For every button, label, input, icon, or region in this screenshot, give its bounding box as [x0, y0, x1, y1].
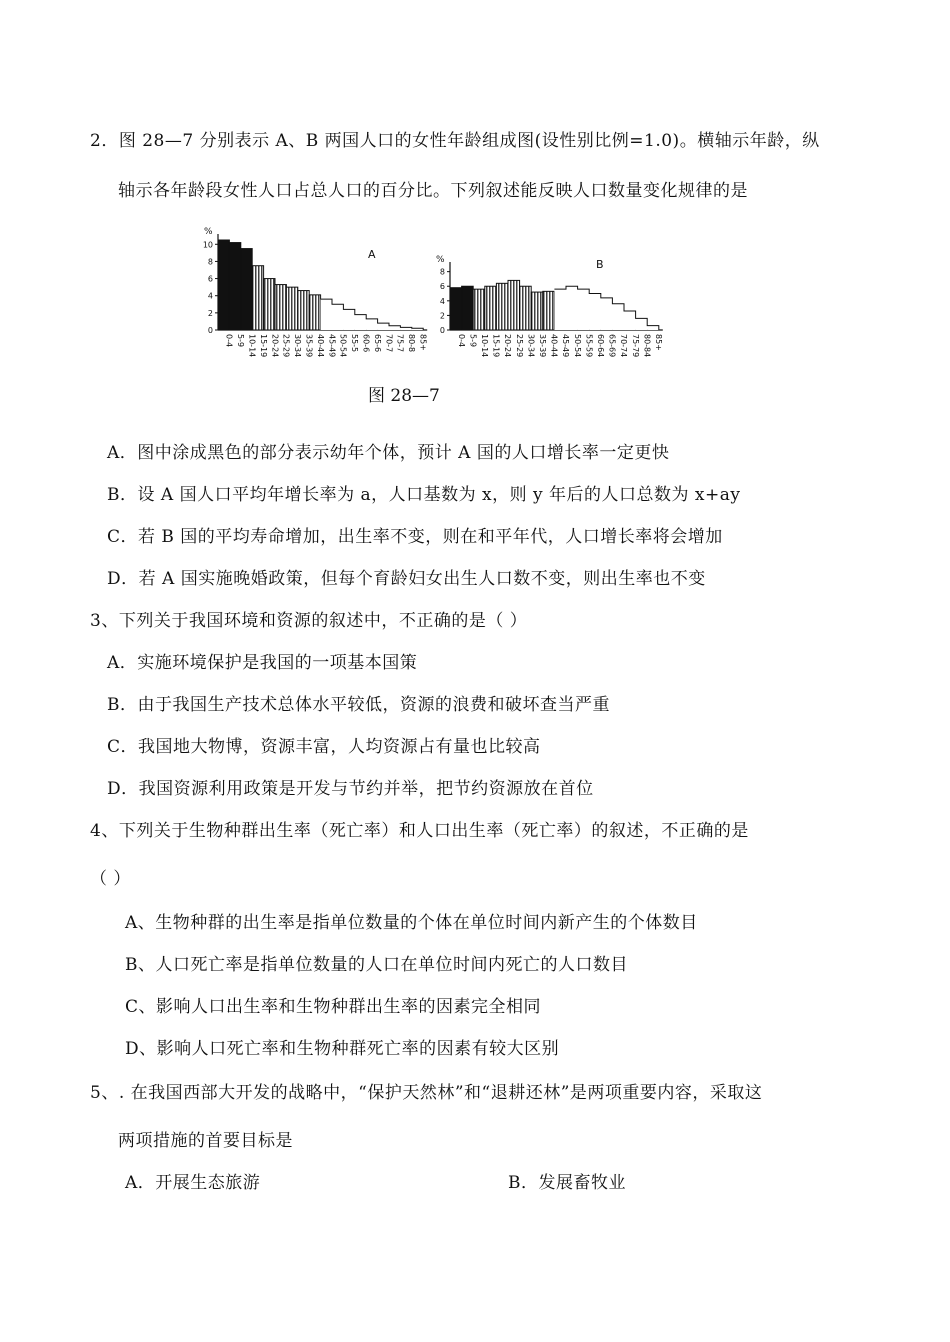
bar-50-54	[332, 304, 343, 330]
x-tick-label: 45-49	[327, 334, 337, 358]
q2-stem-line2: 轴示各年龄段女性人口占总人口的百分比。下列叙述能反映人口数量变化规律的是	[118, 181, 748, 201]
x-tick-label: 65-6	[372, 334, 382, 353]
x-tick-label: 30-34	[526, 334, 536, 358]
y-tick-label: 0	[439, 326, 445, 335]
population-charts	[198, 226, 676, 358]
x-tick-label: 50-54	[338, 334, 348, 358]
q4-option-d: D、影响人口死亡率和生物种群死亡率的因素有较大区别	[125, 1039, 560, 1059]
q5-stem-line1: 5、. 在我国西部大开发的战略中，“保护天然林”和“退耕还林”是两项重要内容，采取这	[90, 1083, 763, 1103]
bar-35-39	[298, 291, 309, 330]
q3-option-a: A．实施环境保护是我国的一项基本国策	[107, 653, 418, 673]
x-tick-label: 30-34	[293, 334, 303, 358]
y-tick-label: 6	[439, 282, 445, 292]
bar-15-19	[485, 286, 497, 330]
bar-25-29	[275, 285, 286, 330]
x-tick-label: 35-39	[538, 334, 547, 358]
x-tick-label: 60-6	[361, 334, 371, 353]
q3-option-b: B．由于我国生产技术总体水平较低，资源的浪费和破坏查当严重	[107, 695, 610, 715]
x-tick-label: 25-29	[514, 334, 524, 358]
x-tick-label: 40-44	[549, 334, 559, 358]
bar-5-9	[229, 243, 240, 330]
x-tick-label: 85+	[654, 334, 663, 351]
x-tick-label: 5-9	[236, 334, 246, 348]
bar-0-4	[218, 240, 229, 330]
q5-option-a: A．开展生态旅游	[125, 1173, 261, 1193]
bar-0-4	[450, 288, 462, 330]
y-tick-label: 2	[207, 308, 213, 318]
x-tick-label: 75-79	[630, 334, 640, 358]
bar-25-29	[508, 280, 520, 330]
x-tick-label: 80-84	[642, 334, 652, 358]
bar-20-24	[496, 283, 508, 330]
bar-70-74	[378, 323, 389, 330]
bar-10-14	[241, 249, 252, 330]
figure-28-7	[198, 226, 676, 358]
bar-85+	[647, 326, 659, 330]
q5-stem-line2: 两项措施的首要目标是	[118, 1131, 293, 1151]
bar-60-64	[355, 315, 366, 330]
x-tick-label: 80-8	[407, 334, 417, 353]
y-tick-label: 6	[207, 274, 213, 284]
x-tick-label: 60-64	[596, 334, 605, 358]
bar-40-44	[309, 295, 320, 330]
x-tick-label: 0-4	[224, 334, 234, 348]
chart-a	[203, 227, 428, 357]
chart-title: B	[596, 258, 604, 271]
y-tick-label: 4	[439, 296, 445, 306]
bar-75-79	[389, 326, 400, 330]
x-tick-label: 15-19	[258, 334, 268, 358]
x-tick-label: 75-7	[395, 334, 405, 353]
bar-65-69	[366, 319, 377, 330]
x-tick-label: 85+	[418, 334, 428, 351]
bar-55-59	[578, 289, 590, 330]
q4-option-a: A、生物种群的出生率是指单位数量的个体在单位时间内新产生的个体数目	[125, 913, 698, 933]
q2-option-a: A．图中涂成黑色的部分表示幼年个体，预计 A 国的人口增长率一定更快	[107, 443, 670, 463]
q3-option-d: D．我国资源利用政策是开发与节约并举，把节约资源放在首位	[107, 779, 594, 799]
x-tick-label: 70-7	[384, 334, 394, 353]
bar-45-49	[321, 299, 332, 330]
q2-stem-line1: 2．图 28—7 分别表示 A、B 两国人口的女性年龄组成图(设性别比例=1.0)。横轴示年龄，纵	[90, 131, 820, 151]
x-tick-label: 20-24	[503, 334, 513, 358]
y-tick-label: 8	[439, 267, 445, 277]
bar-75-79	[624, 311, 636, 330]
x-tick-label: 25-29	[281, 334, 291, 358]
q4-stem: 4、下列关于生物种群出生率（死亡率）和人口出生率（死亡率）的叙述，不正确的是	[90, 821, 749, 841]
x-tick-label: 45-49	[561, 334, 571, 358]
chart-b	[436, 255, 663, 357]
q3-stem: 3、下列关于我国环境和资源的叙述中，不正确的是（ ）	[90, 611, 528, 631]
bar-30-34	[520, 286, 532, 330]
bar-80-84	[636, 318, 648, 330]
bar-10-14	[473, 289, 485, 330]
y-tick-label: 2	[439, 311, 445, 321]
y-tick-label: 8	[207, 257, 213, 267]
x-tick-label: 55-59	[584, 334, 594, 358]
bar-40-44	[543, 291, 555, 330]
q5-option-b: B．发展畜牧业	[508, 1173, 626, 1193]
y-unit-label: %	[204, 227, 213, 237]
bar-20-24	[264, 279, 275, 330]
figure-caption: 图 28—7	[368, 386, 440, 406]
bar-30-34	[286, 287, 297, 330]
q4-option-b: B、人口死亡率是指单位数量的人口在单位时间内死亡的人口数目	[125, 955, 628, 975]
y-tick-label: 10	[202, 240, 213, 250]
q2-option-d: D．若 A 国实施晚婚政策，但每个育龄妇女出生人口数不变，则出生率也不变	[107, 569, 706, 589]
x-tick-label: 10-14	[480, 334, 489, 358]
y-unit-label: %	[436, 255, 445, 265]
bar-60-64	[589, 294, 601, 330]
bar-55-59	[343, 309, 354, 330]
x-tick-label: 5-9	[468, 334, 478, 348]
bar-65-69	[601, 298, 613, 330]
x-tick-label: 0-4	[456, 334, 466, 348]
x-tick-label: 55-5	[350, 334, 360, 353]
bar-5-9	[462, 286, 474, 330]
q4-option-c: C、影响人口出生率和生物种群出生率的因素完全相同	[125, 997, 542, 1017]
q2-option-b: B．设 A 国人口平均年增长率为 a，人口基数为 x，则 y 年后的人口总数为 x+ay	[107, 485, 741, 505]
bar-45-49	[554, 289, 566, 330]
x-tick-label: 65-69	[607, 334, 617, 358]
bar-70-74	[612, 304, 624, 330]
bar-50-54	[566, 286, 578, 330]
bar-35-39	[531, 292, 543, 330]
q2-option-c: C．若 B 国的平均寿命增加，出生率不变，则在和平年代，人口增长率将会增加	[107, 527, 723, 547]
q3-option-c: C．我国地大物博，资源丰富，人均资源占有量也比较高	[107, 737, 541, 757]
y-tick-label: 0	[207, 326, 213, 335]
x-tick-label: 70-74	[619, 334, 629, 358]
x-tick-label: 10-14	[247, 334, 257, 358]
x-tick-label: 20-24	[270, 334, 280, 358]
x-tick-label: 35-39	[304, 334, 314, 358]
y-tick-label: 4	[207, 291, 213, 301]
chart-title: A	[368, 248, 376, 261]
q4-paren: （ ）	[90, 869, 131, 889]
x-tick-label: 40-44	[315, 334, 325, 358]
bar-15-19	[252, 266, 263, 330]
x-tick-label: 15-19	[491, 334, 501, 358]
x-tick-label: 50-54	[572, 334, 582, 358]
